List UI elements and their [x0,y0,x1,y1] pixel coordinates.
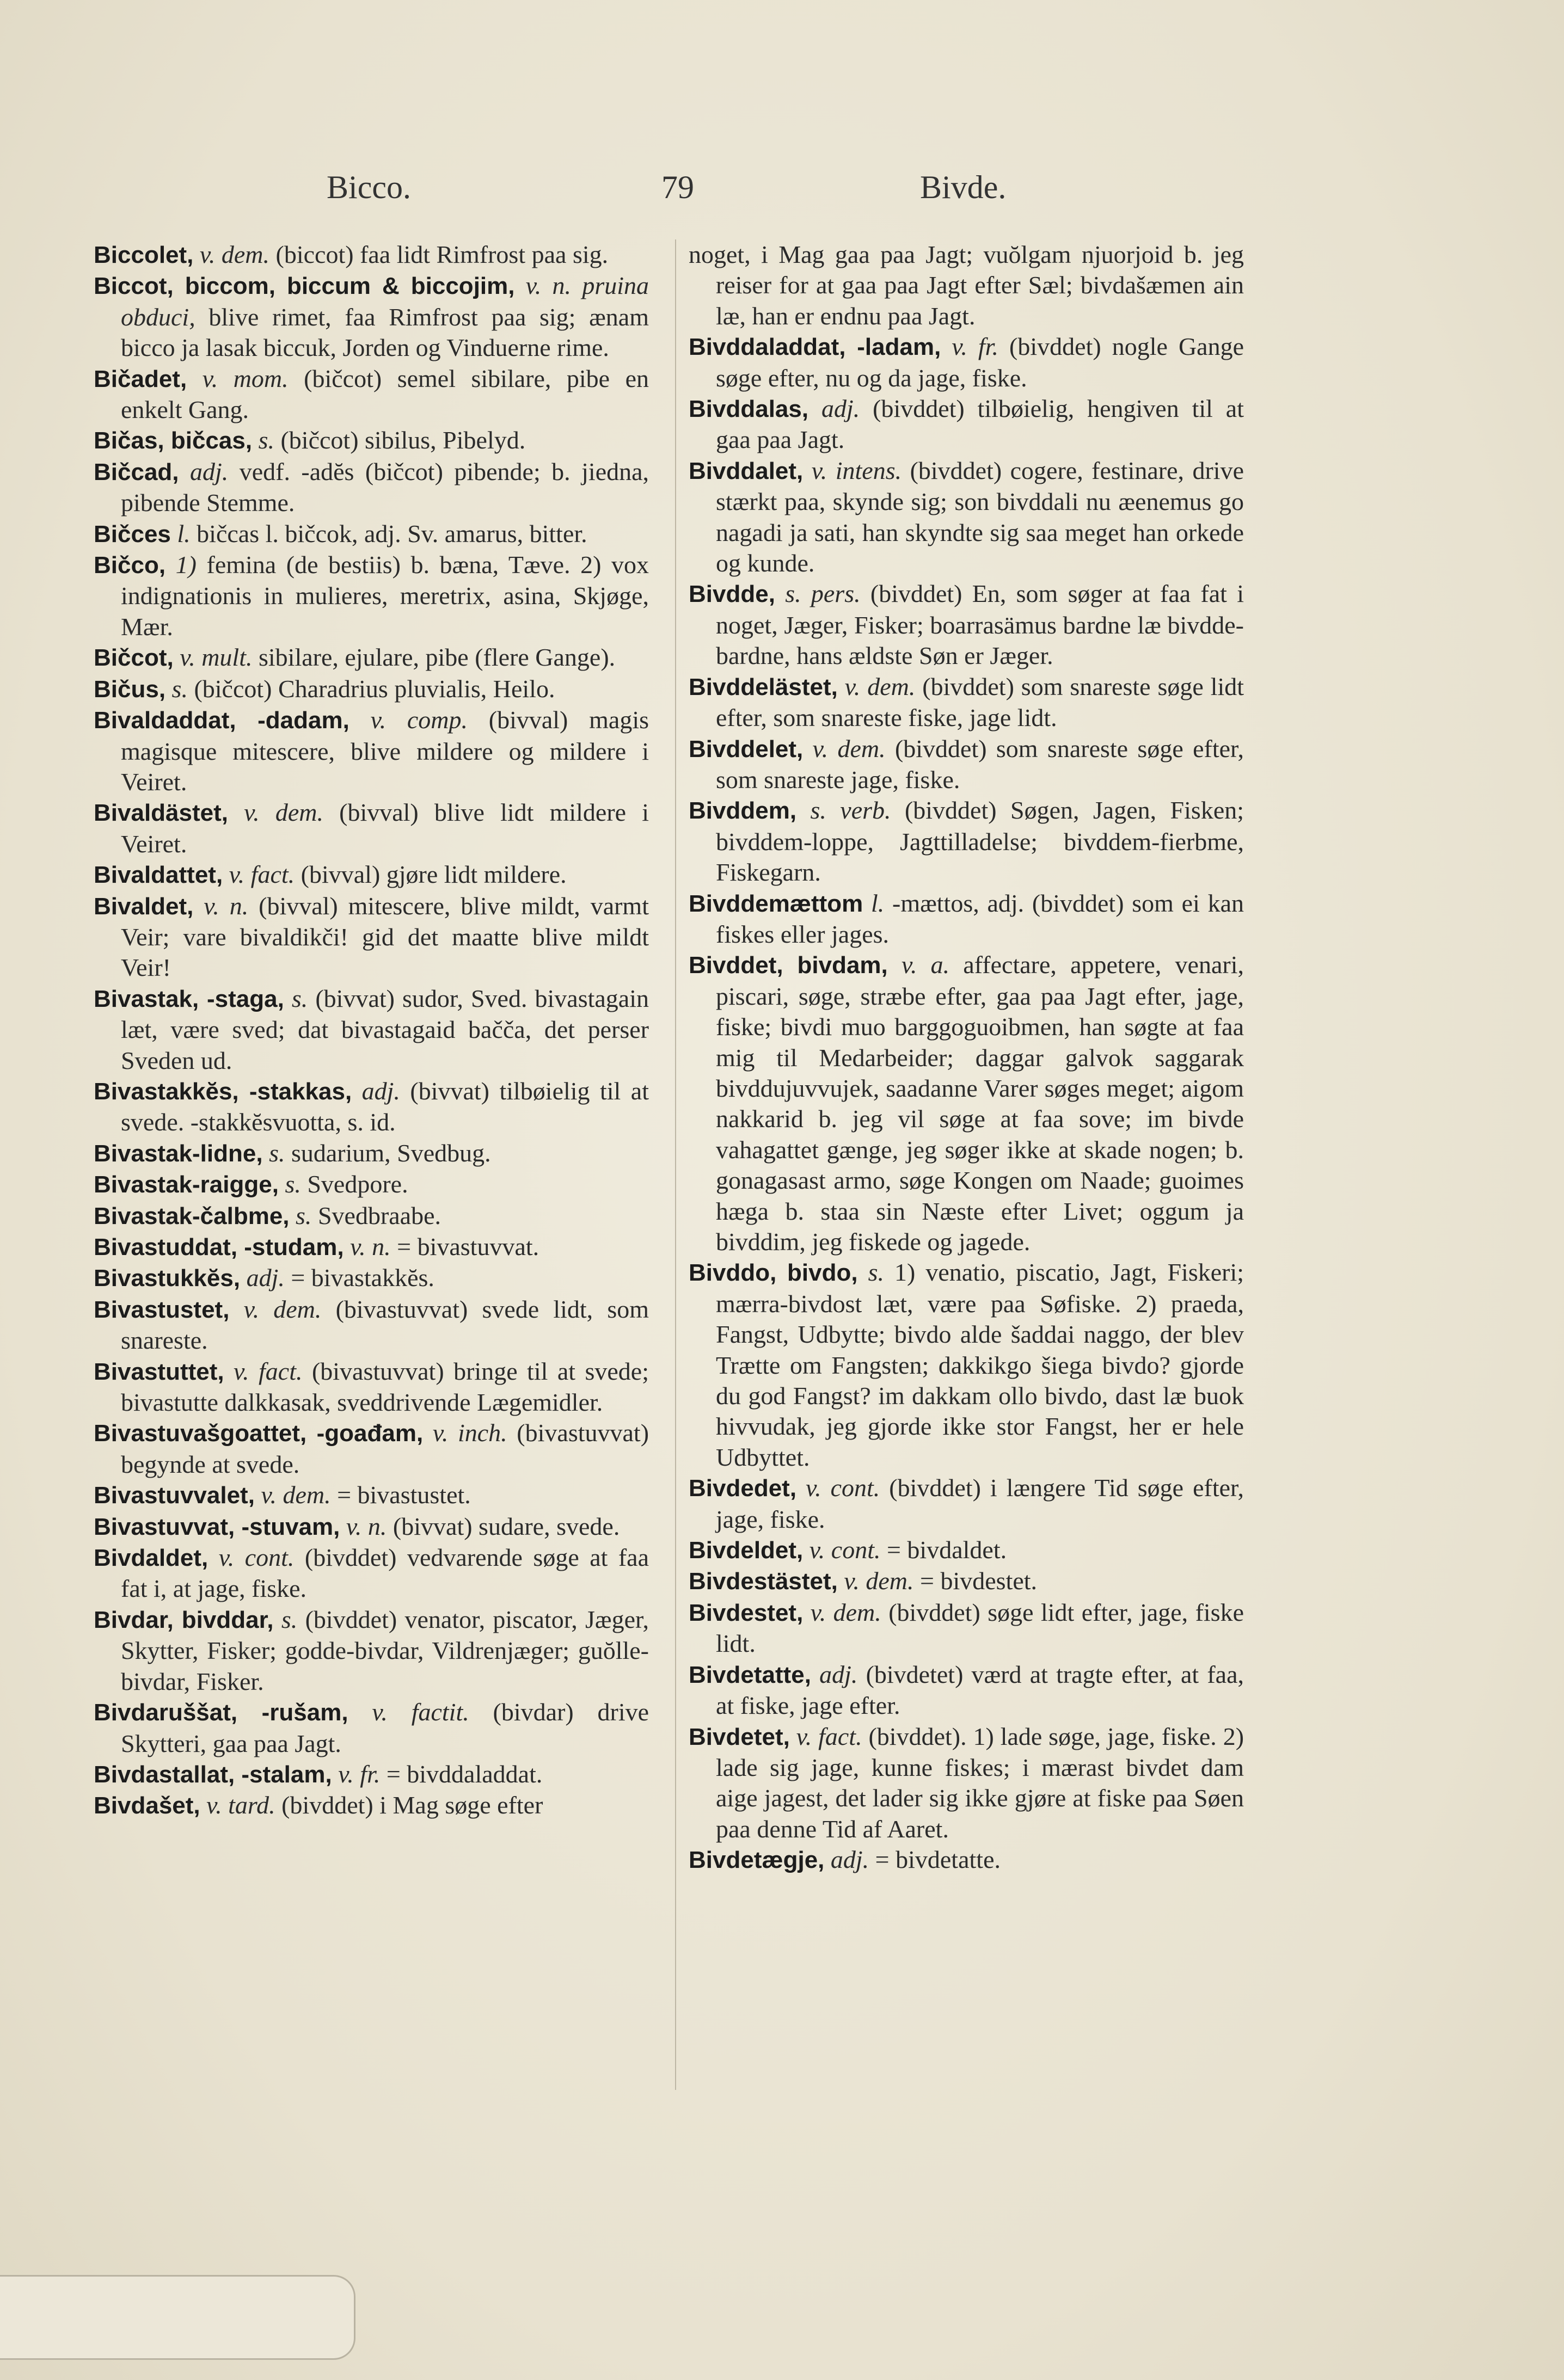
dictionary-entry [689,456,1244,579]
dictionary-entry [689,795,1244,888]
grammar-label: v. dem. [244,798,323,827]
definition: blive rimet, faa Rimfrost paa sig; ænam bicco ja lasak biccuk, Jorden og Vinduerne rime. [121,303,649,362]
grammar-label: s. verb. [810,796,891,825]
dictionary-entry [689,1566,1244,1597]
headword: Bivdastallat, -stalam, [94,1761,332,1788]
definition: (bičcot) Charadrius pluvialis, Heilo. [194,674,555,703]
definition: vedf. -adĕs (bičcot) pibende; b. jiedna, pibende Stemme. [121,457,649,517]
grammar-label: 1) [175,551,197,579]
headword: Bivastuttet, [94,1358,224,1385]
grammar-label: v. n. pruina obduci, [121,272,649,331]
headword: Bivddelästet, [689,673,838,700]
column-divider [675,239,676,2090]
grammar-label: v. dem. [844,1567,914,1595]
headword: Bičcot, [94,644,174,672]
grammar-label: v. cont. [806,1474,880,1502]
grammar-label: adj. [819,1660,858,1688]
grammar-label: v. fact. [234,1357,303,1385]
headword: Bivastak, -staga, [94,985,284,1012]
definition: affectare, appetere, venari, piscari, søge, stræbe efter, gaa paa Jagt efter, jage, fiske; bivdi muo barggoguoibmen, han søgte at faa mig til Medarbeider; daggar galvok saggarak bivddujuvvujek, saadanne Varer søges meget; aigom nakkarid b. jeg vil søge at faa sove; im bivde vahagattet gænge, jeg søger ikke at skade nogen; b. gonagasast armo, søge Kongen om Naade; guoimes hæga b. staa sin Næste efter Livet; oggum ja bivddim, jeg fiskede og jagede. [716,951,1244,1256]
grammar-label: s. [285,1170,301,1198]
definition: (bivddet) i længere Tid søge efter, jage, fiske. [716,1474,1244,1533]
dictionary-entry [689,393,1244,456]
dictionary-entry [94,674,649,705]
grammar-label: v. cont. [809,1536,881,1564]
dictionary-entry [689,950,1244,1257]
right-column [689,239,1244,1876]
headword: Bivastak-raigge, [94,1171,279,1198]
dictionary-entry [94,891,649,983]
definition: (bivddet) En, som søger at faa fat i noget, Jæger, Fisker; boarrasämus bardne læ bivdde-bardne, hans ældste Søn er Jæger. [716,580,1244,670]
grammar-label: s. pers. [785,580,861,608]
definition: 1) venatio, piscatio, Jagt, Fiskeri; mærra-bivdost læt, være paa Søfiske. 2) praeda, Fangst, Udbytte; bivdo alde šaddai naggo, der blev Trætte om Fangsten; dakkikgo šiega bivdo? gjorde du god Fangst? im dakkam ollo bivdo, dast læ buok hivvudak, jeg gjorde ikke stor Fangst, her er hele Udbyttet. [716,1258,1244,1471]
grammar-label: s. [269,1139,285,1167]
grammar-label: v. cont. [218,1543,295,1572]
headword: Bivaldattet, [94,862,223,889]
dictionary-entry [689,239,1244,331]
definition: (bivddet) nogle Gange søge efter, nu og da jage, fiske. [716,333,1244,392]
headword: Bivdeldet, [689,1537,804,1564]
dictionary-entry [94,1790,649,1821]
definition: (biccot) faa lidt Rimfrost paa sig. [275,241,609,268]
grammar-label: s. [258,426,274,454]
headword: Bivastuddat, -studam, [94,1234,344,1260]
definition: (bivddet) Søgen, Jagen, Fisken; bivddem-loppe, Jagttilladelse; bivddem-fierbme, Fiskegarn. [716,796,1244,887]
definition: sibilare, ejulare, pibe (flere Gange). [259,643,616,672]
grammar-label: v. dem. [243,1295,322,1323]
dictionary-entry [94,1201,649,1232]
running-head [0,169,1564,212]
dictionary-entry [94,705,649,797]
dictionary-entry [94,1138,649,1169]
headword: Bivddalet, [689,457,804,484]
definition: (bivddet) søge lidt efter, jage, fiske lidt. [716,1598,1244,1658]
dictionary-entry [94,425,649,456]
headword: Bivddalas, [689,396,809,423]
grammar-label: l. [870,889,885,917]
definition: (bivddet) tilbøielig, hengiven til at gaa paa Jagt. [716,395,1244,454]
dictionary-entry [689,1721,1244,1845]
grammar-label: v. factit. [372,1698,469,1726]
grammar-label: s. [171,674,188,703]
dictionary-entry [94,1076,649,1138]
dictionary-entry [94,1356,649,1418]
definition: (bivvat) sudare, svede. [392,1512,620,1540]
dictionary-entry [94,270,649,363]
dictionary-entry [94,1511,649,1542]
headword: Bivastustet, [94,1296,230,1323]
grammar-label: s. [281,1605,298,1633]
dictionary-entry [94,1697,649,1759]
headword: Bivaldaddat, -dadam, [94,707,349,734]
dictionary-entry [689,672,1244,734]
dictionary-entry [689,331,1244,393]
definition: bičcas l. bičcok, adj. Sv. amarus, bitter. [197,519,587,548]
grammar-label: v. fact. [796,1722,862,1750]
definition: = bivdetatte. [875,1846,1001,1874]
grammar-label: adj. [830,1846,869,1874]
definition: = bivastustet. [337,1481,471,1509]
dictionary-entry [94,1169,649,1200]
definition: Svedpore. [307,1170,408,1198]
grammar-label: v. dem. [199,241,270,268]
grammar-label: v. n. [346,1512,387,1540]
headword: Bivdestet, [689,1599,804,1626]
definition: (bivddet) som snareste søge lidt efter, som snareste fiske, jage lidt. [716,672,1244,732]
dictionary-entry [94,364,649,426]
left-column [94,239,649,1822]
grammar-label: v. tard. [206,1791,275,1819]
definition: (bivastuvvat) bringe til at svede; bivastutte dalkkasak, sveddrivende Lægemidler. [121,1357,649,1417]
definition: (bivastuvvat) svede lidt, som snareste. [121,1295,649,1355]
page-number: 79 [661,169,694,205]
definition: (bivval) magis magisque mitescere, blive mildere og mildere i Veiret. [121,706,649,796]
headword: Bičcad, [94,458,179,485]
headword: Bivddem, [689,797,797,825]
grammar-label: v. comp. [370,706,468,734]
dictionary-entry [94,983,649,1076]
headword: Bivaldästet, [94,800,228,827]
definition: (bivddet) i Mag søge efter [281,1791,543,1819]
headword: Bivddaladdat, -ladam, [689,334,941,361]
header-left-guideword: Bicco. [327,169,411,205]
grammar-label: v. inch. [432,1419,507,1447]
definition: = bivastakkĕs. [291,1264,434,1292]
dictionary-entry [689,1659,1244,1721]
definition: (bivvat) sudor, Sved. bivastagain læt, være sved; dat bivastagaid bačča, det perser Sveden ud. [121,984,649,1074]
headword: Bivdašet, [94,1792,200,1819]
grammar-label: l. [177,519,191,548]
definition: (bičcot) sibilus, Pibelyd. [280,426,526,454]
dictionary-entry [94,239,649,270]
definition: -mættos, adj. (bivddet) som ei kan fiskes eller jages. [716,889,1244,948]
definition: Svedbraabe. [317,1201,441,1229]
headword: Bivdaldet, [94,1545,208,1572]
definition: (bivastuvvat) begynde at svede. [121,1419,649,1478]
grammar-label: v. dem. [261,1481,331,1509]
definition: (bivddet) vedvarende søge at faa fat i, at jage, fiske. [121,1543,649,1603]
definition: (bivdar) drive Skytteri, gaa paa Jagt. [121,1698,649,1757]
dictionary-entry [94,1263,649,1294]
definition: (bivddet) som snareste søge efter, som snareste jage, fiske. [716,734,1244,794]
definition: (bivddet) cogere, festinare, drive stærkt paa, skynde sig; son bivddali nu æenemus go nagadi ja sati, han skyndte sig saa meget han orkede og kunde. [716,456,1244,577]
grammar-label: s. [868,1258,885,1287]
page-edge-tab [0,2275,355,2360]
grammar-label: v. dem. [844,672,916,700]
dictionary-entry [689,888,1244,950]
dictionary-entry [94,642,649,673]
header-right-guideword: Bivde. [920,169,1007,205]
grammar-label: v. fr. [338,1760,381,1788]
headword: Biccolet, [94,242,194,268]
grammar-label: v. fr. [952,333,998,361]
definition: (bivval) mitescere, blive mildt, varmt Veir; vare bivaldikči! gid det maatte blive mildt Veir! [121,891,649,982]
headword: Biccot, biccom, biccum & biccojim, [94,273,515,300]
headword: Bivdetet, [689,1723,790,1750]
headword: Bivdaruššat, -rušam, [94,1699,348,1726]
headword: Bivddet, bivdam, [689,952,888,979]
definition: noget, i Mag gaa paa Jagt; vuŏlgam njuorjoid b. jeg reiser for at gaa paa Jagt efter Sæl; bivdašæmen ain læ, han er endnu paa Jagt. [689,241,1244,330]
grammar-label: v. dem. [810,1598,881,1626]
dictionary-entry [94,519,649,550]
dictionary-entry [689,1473,1244,1535]
headword: Bivastakkĕs, -stakkas, [94,1078,352,1105]
headword: Bivdetatte, [689,1661,811,1688]
dictionary-entry [689,579,1244,671]
dictionary-entry [94,859,649,890]
dictionary-entry [94,457,649,519]
grammar-label: v. n. [350,1233,391,1260]
headword: Bivddelet, [689,735,804,762]
grammar-label: s. [291,984,308,1012]
headword: Bičadet, [94,365,187,392]
definition: = bivdestet. [920,1567,1038,1595]
grammar-label: adj. [821,395,860,423]
headword: Bivastuvvat, -stuvam, [94,1513,340,1540]
definition: (bičcot) semel sibilare, pibe en enkelt Gang. [121,364,649,424]
grammar-label: v. mom. [202,364,289,392]
headword: Bivaldet, [94,893,194,920]
dictionary-entry [94,550,649,642]
grammar-label: v. intens. [811,456,902,484]
definition: (bivvat) tilbøielig til at svede. -stakkĕsvuotta, s. id. [121,1077,649,1136]
headword: Bivastak-čalbme, [94,1202,290,1229]
dictionary-entry [94,1480,649,1511]
headword: Bivddo, bivdo, [689,1259,858,1287]
headword: Bičus, [94,675,166,703]
dictionary-entry [689,1257,1244,1473]
headword: Bivdar, bivddar, [94,1606,274,1633]
headword: Bivastukkĕs, [94,1265,241,1292]
dictionary-entry [94,1542,649,1604]
grammar-label: v. a. [901,951,950,979]
dictionary-entry [689,734,1244,796]
headword: Bivastak-lidne, [94,1140,263,1167]
grammar-label: v. dem. [812,734,886,762]
definition: (bivval) blive lidt mildere i Veiret. [121,798,649,858]
grammar-label: v. mult. [180,643,253,672]
headword: Bičces [94,520,171,548]
dictionary-entry [689,1597,1244,1659]
grammar-label: adj. [246,1264,285,1292]
definition: sudarium, Svedbug. [291,1139,491,1167]
headword: Bivastuvašgoattet, -goađam, [94,1420,424,1447]
dictionary-entry [94,1294,649,1356]
dictionary-entry [94,1232,649,1263]
headword: Bivdetægje, [689,1847,825,1874]
definition: = bivdaldet. [886,1536,1007,1564]
definition: (bivval) gjøre lidt mildere. [300,860,567,889]
grammar-label: v. fact. [229,860,295,889]
headword: Bivastuvvalet, [94,1482,255,1509]
dictionary-entry [94,1604,649,1697]
definition: = bivddaladdat. [386,1760,543,1788]
headword: Bivdde, [689,581,775,608]
headword: Bivddemættom [689,890,863,917]
dictionary-entry [94,1759,649,1790]
dictionary-entry [94,797,649,859]
definition: femina (de bestiis) b. bæna, Tæve. 2) vox indignationis in mulieres, meretrix, asina, Skjøge, Mær. [121,551,649,641]
definition: (bivddet) venator, piscator, Jæger, Skytter, Fisker; godde-bivdar, Vildrenjæger; guŏlle-bivdar, Fisker. [121,1605,649,1695]
definition: (bivddet). 1) lade søge, jage, fiske. 2) lade sig jage, kunne fiskes; i mærast bivdet dam aige jagest, det lader sig ikke gjøre at fiske paa Søen paa denne Tid af Aaret. [716,1722,1244,1843]
definition: = bivastuvvat. [397,1233,539,1260]
dictionary-entry [94,1418,649,1480]
headword: Bičas, bičcas, [94,427,253,454]
grammar-label: v. n. [204,891,249,920]
headword: Bivdedet, [689,1475,797,1502]
definition: (bivdetet) værd at tragte efter, at faa, at fiske, jage efter. [716,1660,1244,1720]
dictionary-entry [689,1535,1244,1566]
dictionary-entry [689,1844,1244,1875]
grammar-label: adj. [361,1077,400,1105]
grammar-label: adj. [189,457,229,485]
grammar-label: s. [296,1201,312,1229]
headword: Bičco, [94,552,166,579]
headword: Bivdestästet, [689,1568,838,1595]
